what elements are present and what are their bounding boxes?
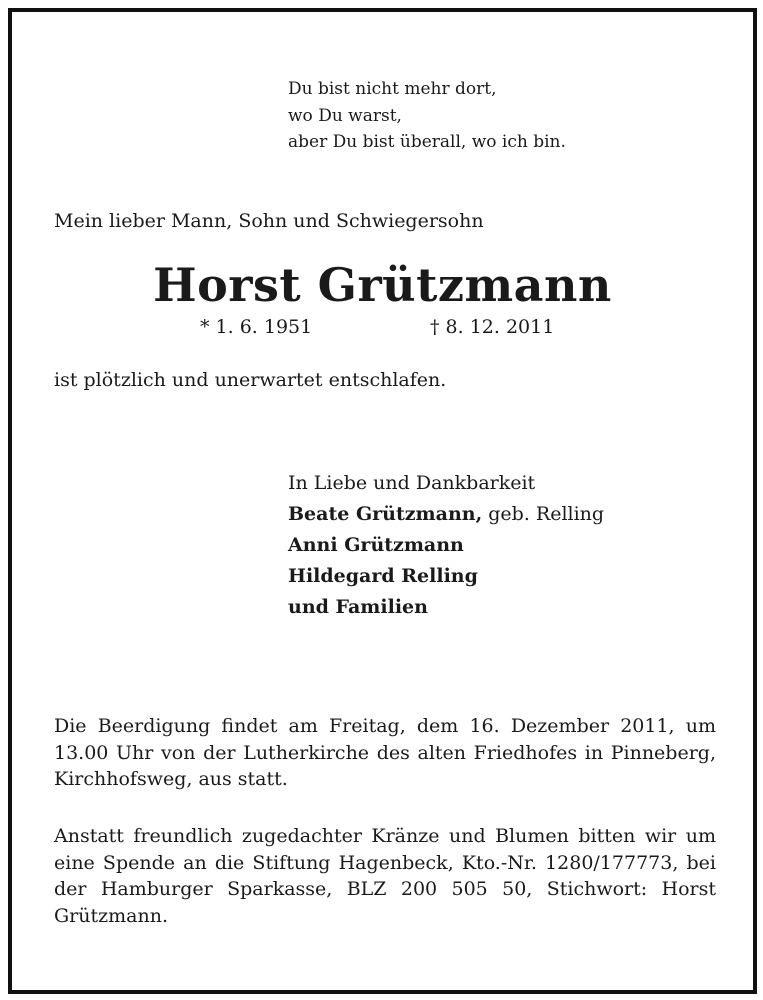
signature-4: und Familien [288,596,428,618]
signature-greeting: In Liebe und Dankbarkeit [288,472,536,494]
funeral-notice: Die Beerdigung findet am Freitag, dem 16. Dezember 2011, um 13.00 Uhr von der Lutherkirche des alten Friedhofes in Pinneberg, Kirchhofsweg, aus statt. [54,715,716,790]
donation-notice: Anstatt freundlich zugedachter Kränze und Blumen bitten wir um eine Spende an die Stiftung Hagenbeck, Kto.-Nr. 1280/177773, bei der Hamburger Sparkasse, BLZ 200 505 50, Stichwort: Horst Grützmann. [54,825,716,927]
poem-line-2: wo Du warst, [288,105,402,126]
death-date: † 8. 12. 2011 [430,316,555,338]
poem [288,76,566,156]
poem-line-1: Du bist nicht mehr dort, [288,79,497,99]
signatures [288,468,604,623]
passing-statement: ist plötzlich und unerwartet entschlafen. [54,369,447,391]
intro-line: Mein lieber Mann, Sohn und Schwiegersohn [54,210,484,232]
signature-1 [288,499,604,530]
birth-date: * 1. 6. 1951 [200,316,313,338]
signature-3: Hildegard Relling [288,565,478,587]
deceased-name: Horst Grützmann [153,258,612,312]
signature-2: Anni Grützmann [288,534,464,556]
obituary-frame [8,8,757,994]
signature-1-suffix: geb. Relling [482,503,605,525]
poem-line-3: aber Du bist überall, wo ich bin. [288,132,566,152]
signature-1-name: Beate Grützmann, [288,503,483,525]
